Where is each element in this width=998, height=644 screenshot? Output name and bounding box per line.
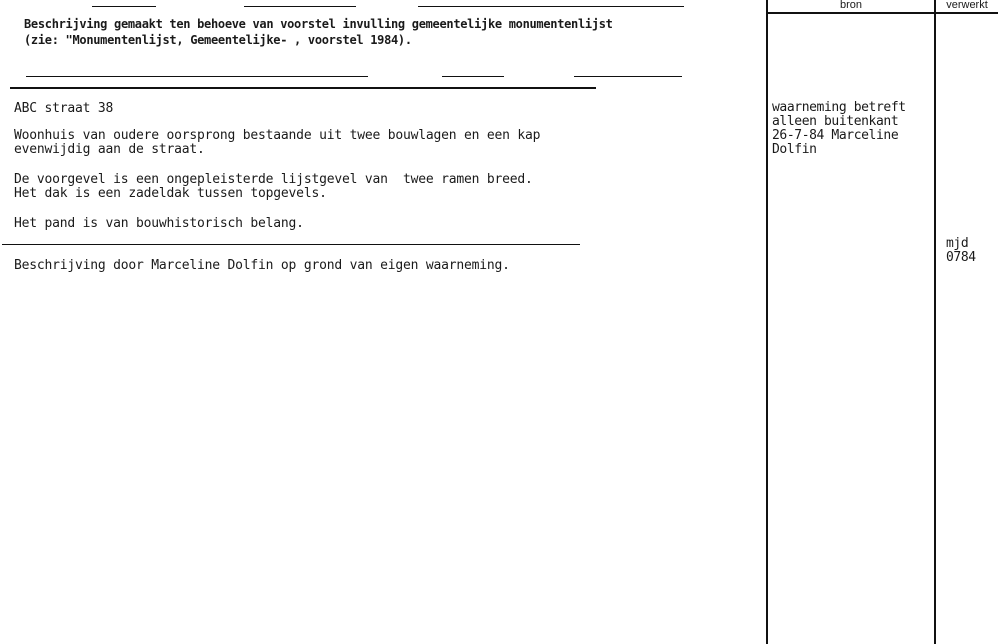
bron-note-line2: alleen buitenkant bbox=[772, 114, 899, 129]
bron-column-header: bron bbox=[839, 0, 863, 11]
header-line-2: (zie: "Monumentenlijst, Gemeentelijke- , voorstel 1984). bbox=[24, 33, 412, 47]
top-rule-1 bbox=[92, 6, 156, 7]
bron-note-line1: waarneming betreft bbox=[772, 100, 906, 115]
bron-col-left-border bbox=[766, 0, 768, 644]
header-rule-c bbox=[574, 76, 682, 77]
para2-line1: De voorgevel is een ongepleisterde lijstgevel van twee ramen breed. bbox=[14, 172, 533, 187]
top-rule-2 bbox=[244, 6, 356, 7]
header-rule-main bbox=[10, 87, 596, 89]
bron-note-line3: 26-7-84 Marceline bbox=[772, 128, 899, 143]
header-line-1: Beschrijving gemaakt ten behoeve van voorstel invulling gemeentelijke monumentenlijst bbox=[24, 17, 613, 31]
para2-line2: Het dak is een zadeldak tussen topgevels. bbox=[14, 186, 327, 201]
verwerkt-note-line1: mjd bbox=[946, 236, 969, 251]
para1-line2: evenwijdig aan de straat. bbox=[14, 142, 205, 157]
top-rule-3 bbox=[418, 6, 684, 7]
footer-line: Beschrijving door Marceline Dolfin op grond van eigen waarneming. bbox=[14, 258, 510, 273]
verwerkt-note-line2: 0784 bbox=[946, 250, 976, 265]
header-rule-b bbox=[442, 76, 504, 77]
address-line: ABC straat 38 bbox=[14, 101, 114, 116]
header-rule-a bbox=[26, 76, 368, 77]
para1-line1: Woonhuis van oudere oorsprong bestaande uit twee bouwlagen en een kap bbox=[14, 128, 541, 143]
body-rule bbox=[2, 244, 580, 245]
bron-note-line4: Dolfin bbox=[772, 142, 817, 157]
para3-line: Het pand is van bouwhistorisch belang. bbox=[14, 216, 304, 231]
verwerkt-column-header: verwerkt bbox=[946, 0, 988, 11]
col-head-rule bbox=[766, 12, 998, 14]
verwerkt-col-left-border bbox=[934, 0, 936, 644]
